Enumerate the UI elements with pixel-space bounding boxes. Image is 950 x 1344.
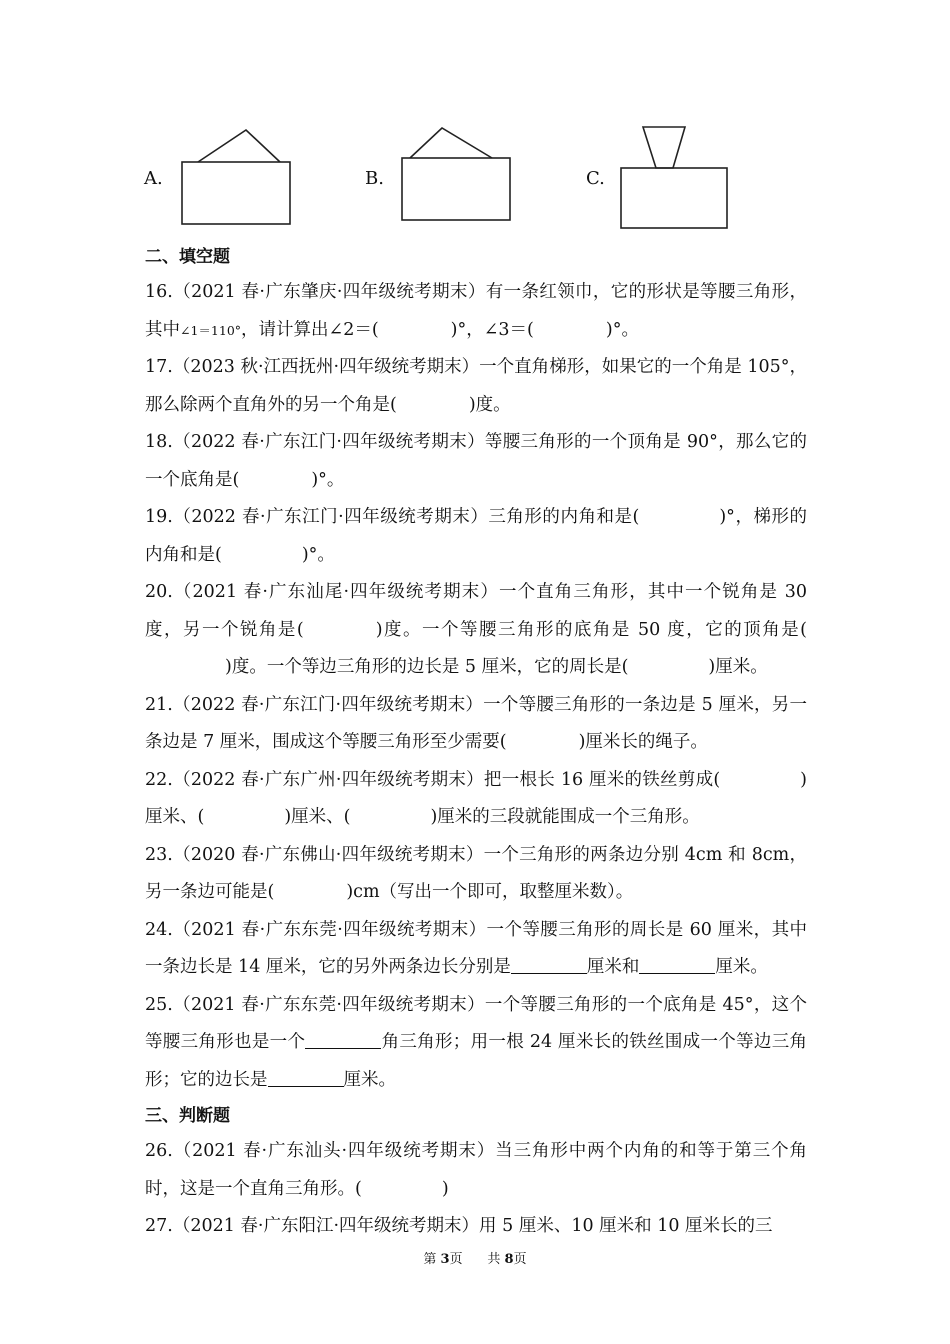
question-17: 17.（2023 秋·江西抚州·四年级统考期末）一个直角梯形，如果它的一个角是 105°，那么除两个直角外的另一个角是( )度。 (145, 357, 807, 415)
page-number: 3 (440, 1252, 450, 1267)
question-16: 16.（2021 春·广东肇庆·四年级统考期末）有一条红领巾，它的形状是等腰三角形，其中∠1＝110°，请计算出∠2＝( )°，∠3＝( )°。 (145, 282, 807, 340)
question-content (145, 240, 807, 1246)
total-pages: 8 (504, 1252, 514, 1267)
figure-a-rectangle (182, 162, 290, 224)
question-20: 20.（2021 春·广东汕尾·四年级统考期末）一个直角三角形，其中一个锐角是 30 度，另一个锐角是( )度。一个等腰三角形的底角是 50 度，它的顶角是()度。一个等边三角形的边长是 5 厘米，它的周长是( )厘米。 (145, 582, 808, 677)
option-b-label: B. (365, 168, 384, 189)
answer-underline[interactable] (305, 1031, 381, 1050)
answer-underline[interactable] (268, 1068, 344, 1087)
option-a-label: A. (144, 168, 163, 189)
figure-c-trapezoid (643, 127, 685, 168)
figure-c-rectangle (621, 168, 727, 228)
answer-options-figures (140, 120, 780, 235)
question-19: 19.（2022 春·广东江门·四年级统考期末）三角形的内角和是( )°，梯形的内角和是( )°。 (145, 507, 807, 565)
figure-b-triangle (410, 128, 492, 158)
question-18: 18.（2022 春·广东江门·四年级统考期末）等腰三角形的一个顶角是 90°，那么它的一个底角是( )°。 (145, 432, 807, 490)
figure-a-triangle (198, 130, 280, 162)
section-judge-title: 三、判断题 (145, 1106, 230, 1126)
question-23: 23.（2020 春·广东佛山·四年级统考期末）一个三角形的两条边分别 4cm 和 8cm，另一条边可能是( )cm（写出一个即可，取整厘米数）。 (145, 844, 807, 902)
angle-label: ∠1＝110° (180, 322, 242, 338)
question-24: 24.（2021 春·广东东莞·四年级统考期末）一个等腰三角形的周长是 60 厘米，其中一条边长是 14 厘米，它的另外两条边长分别是 厘米和 厘米。 (145, 919, 807, 977)
question-26: 26.（2021 春·广东汕头·四年级统考期末）当三角形中两个内角的和等于第三个角时，这是一个直角三角形。( ) (145, 1141, 807, 1199)
figure-b-rectangle (402, 158, 510, 220)
question-22: 22.（2022 春·广东广州·四年级统考期末）把一根长 16 厘米的铁丝剪成( )厘米、( )厘米、( )厘米的三段就能围成一个三角形。 (145, 769, 807, 827)
question-21: 21.（2022 春·广东江门·四年级统考期末）一个等腰三角形的一条边是 5 厘米，另一条边是 7 厘米，围成这个等腰三角形至少需要( )厘米长的绳子。 (145, 694, 807, 752)
option-c-label: C. (586, 168, 605, 189)
shapes-figure (140, 120, 780, 235)
question-25: 25.（2021 春·广东东莞·四年级统考期末）一个等腰三角形的一个底角是 45°，这个等腰三角形也是一个 角三角形；用一根 24 厘米长的铁丝围成一个等边三角形；它的边长是 厘米。 (145, 994, 807, 1090)
question-27: 27.（2021 春·广东阳江·四年级统考期末）用 5 厘米、10 厘米和 10 厘米长的三 (145, 1216, 773, 1236)
answer-underline[interactable] (639, 956, 715, 975)
section-fill-blank-title: 二、填空题 (145, 247, 230, 267)
answer-underline[interactable] (511, 956, 587, 975)
page-footer: 第 3页 共 8页 (423, 1252, 527, 1267)
